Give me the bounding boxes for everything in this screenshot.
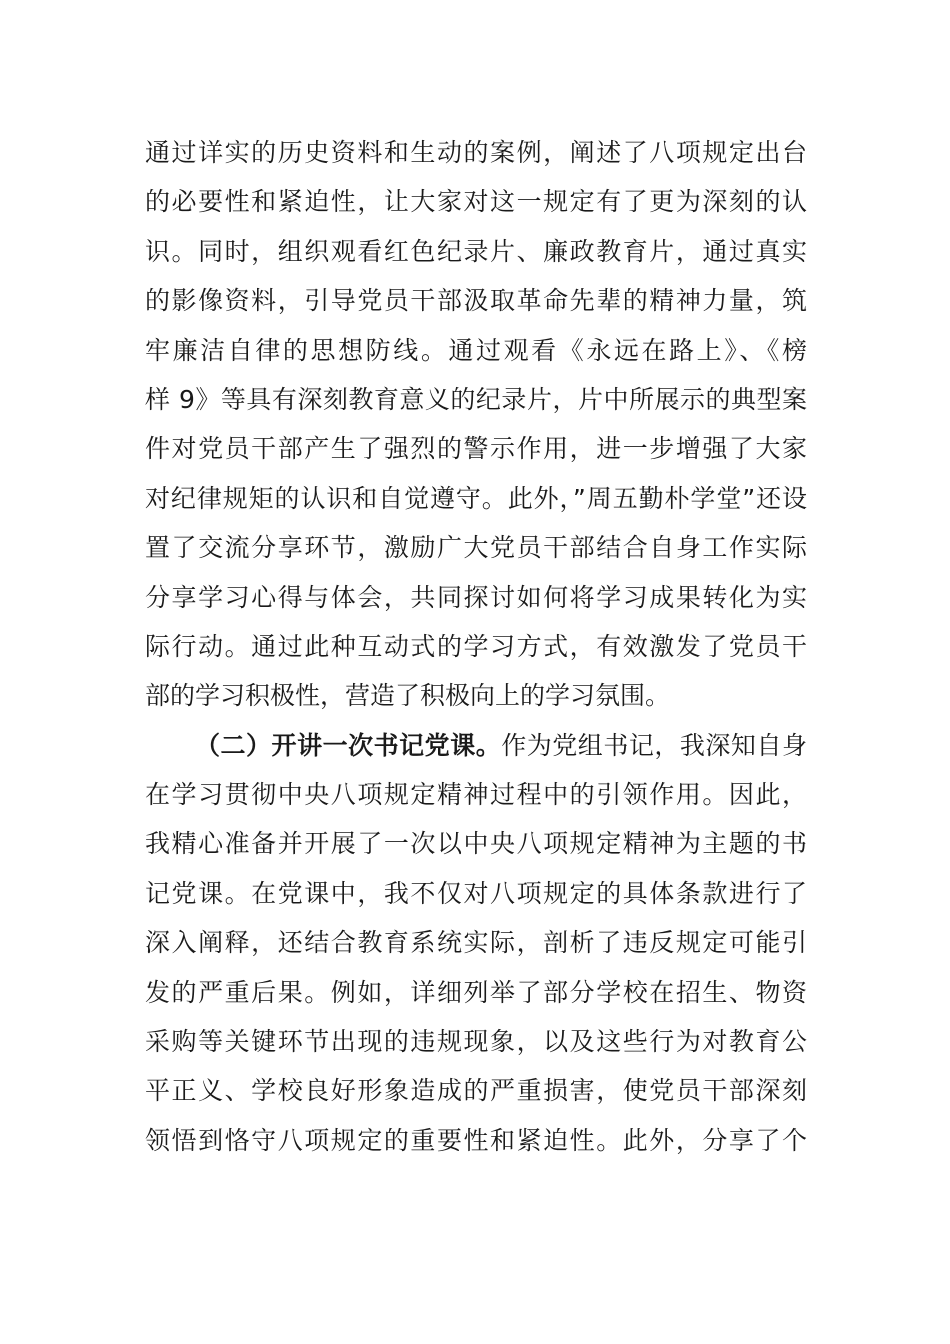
paragraph-first-line [145,721,807,770]
paragraph-line: 分享学习心得与体会，共同探讨如何将学习成果转化为实 [145,582,807,612]
paragraph-line: 的影像资料，引导党员干部汲取革命先辈的精神力量，筑 [145,286,807,316]
paragraph-line: 记党课。在党课中，我不仅对八项规定的具体条款进行了 [145,878,807,908]
paragraph-line: 件对党员干部产生了强烈的警示作用，进一步增强了大家 [145,434,807,464]
paragraph-line: 深入阐释，还结合教育系统实际，剖析了违反规定可能引 [145,928,807,958]
paragraph-line: 牢廉洁自律的思想防线。通过观看《永远在路上》、《榜 [145,335,807,365]
paragraph-line: 识。同时，组织观看红色纪录片、廉政教育片，通过真实 [145,236,807,266]
paragraph-line: 通过详实的历史资料和生动的案例，阐述了八项规定出台 [145,138,807,167]
paragraph-line: 在学习贯彻中央八项规定精神过程中的引领作用。因此， [145,780,807,810]
paragraph-line: 领悟到恪守八项规定的重要性和紧迫性。此外，分享了个 [145,1125,807,1155]
heading-line-rest: 作为党组书记，我深知自身 [501,730,807,760]
section-heading: （二）开讲一次书记党课。 [195,730,502,760]
paragraph-line: 部的学习积极性，营造了积极向上的学习氛围。 [145,681,671,711]
paragraph-1 [145,128,807,721]
paragraph-line: 的必要性和紧迫性，让大家对这一规定有了更为深刻的认 [145,187,807,217]
paragraph-line: 际行动。通过此种互动式的学习方式，有效激发了党员干 [145,631,807,661]
paragraph-line: 我精心准备并开展了一次以中央八项规定精神为主题的书 [145,829,807,859]
paragraph-line: 发的严重后果。例如，详细列举了部分学校在招生、物资 [145,977,807,1007]
paragraph-line: 平正义、学校良好形象造成的严重损害，使党员干部深刻 [145,1076,807,1106]
paragraph-2 [145,721,807,1166]
paragraph-line: 样 9》等具有深刻教育意义的纪录片，片中所展示的典型案 [145,384,807,414]
paragraph-line: 采购等关键环节出现的违规现象，以及这些行为对教育公 [145,1027,807,1057]
paragraph-line: 对纪律规矩的认识和自觉遵守。此外，”周五勤朴学堂”还设 [145,483,807,513]
document-page [145,128,807,1165]
paragraph-line: 置了交流分享环节，激励广大党员干部结合自身工作实际 [145,533,807,563]
